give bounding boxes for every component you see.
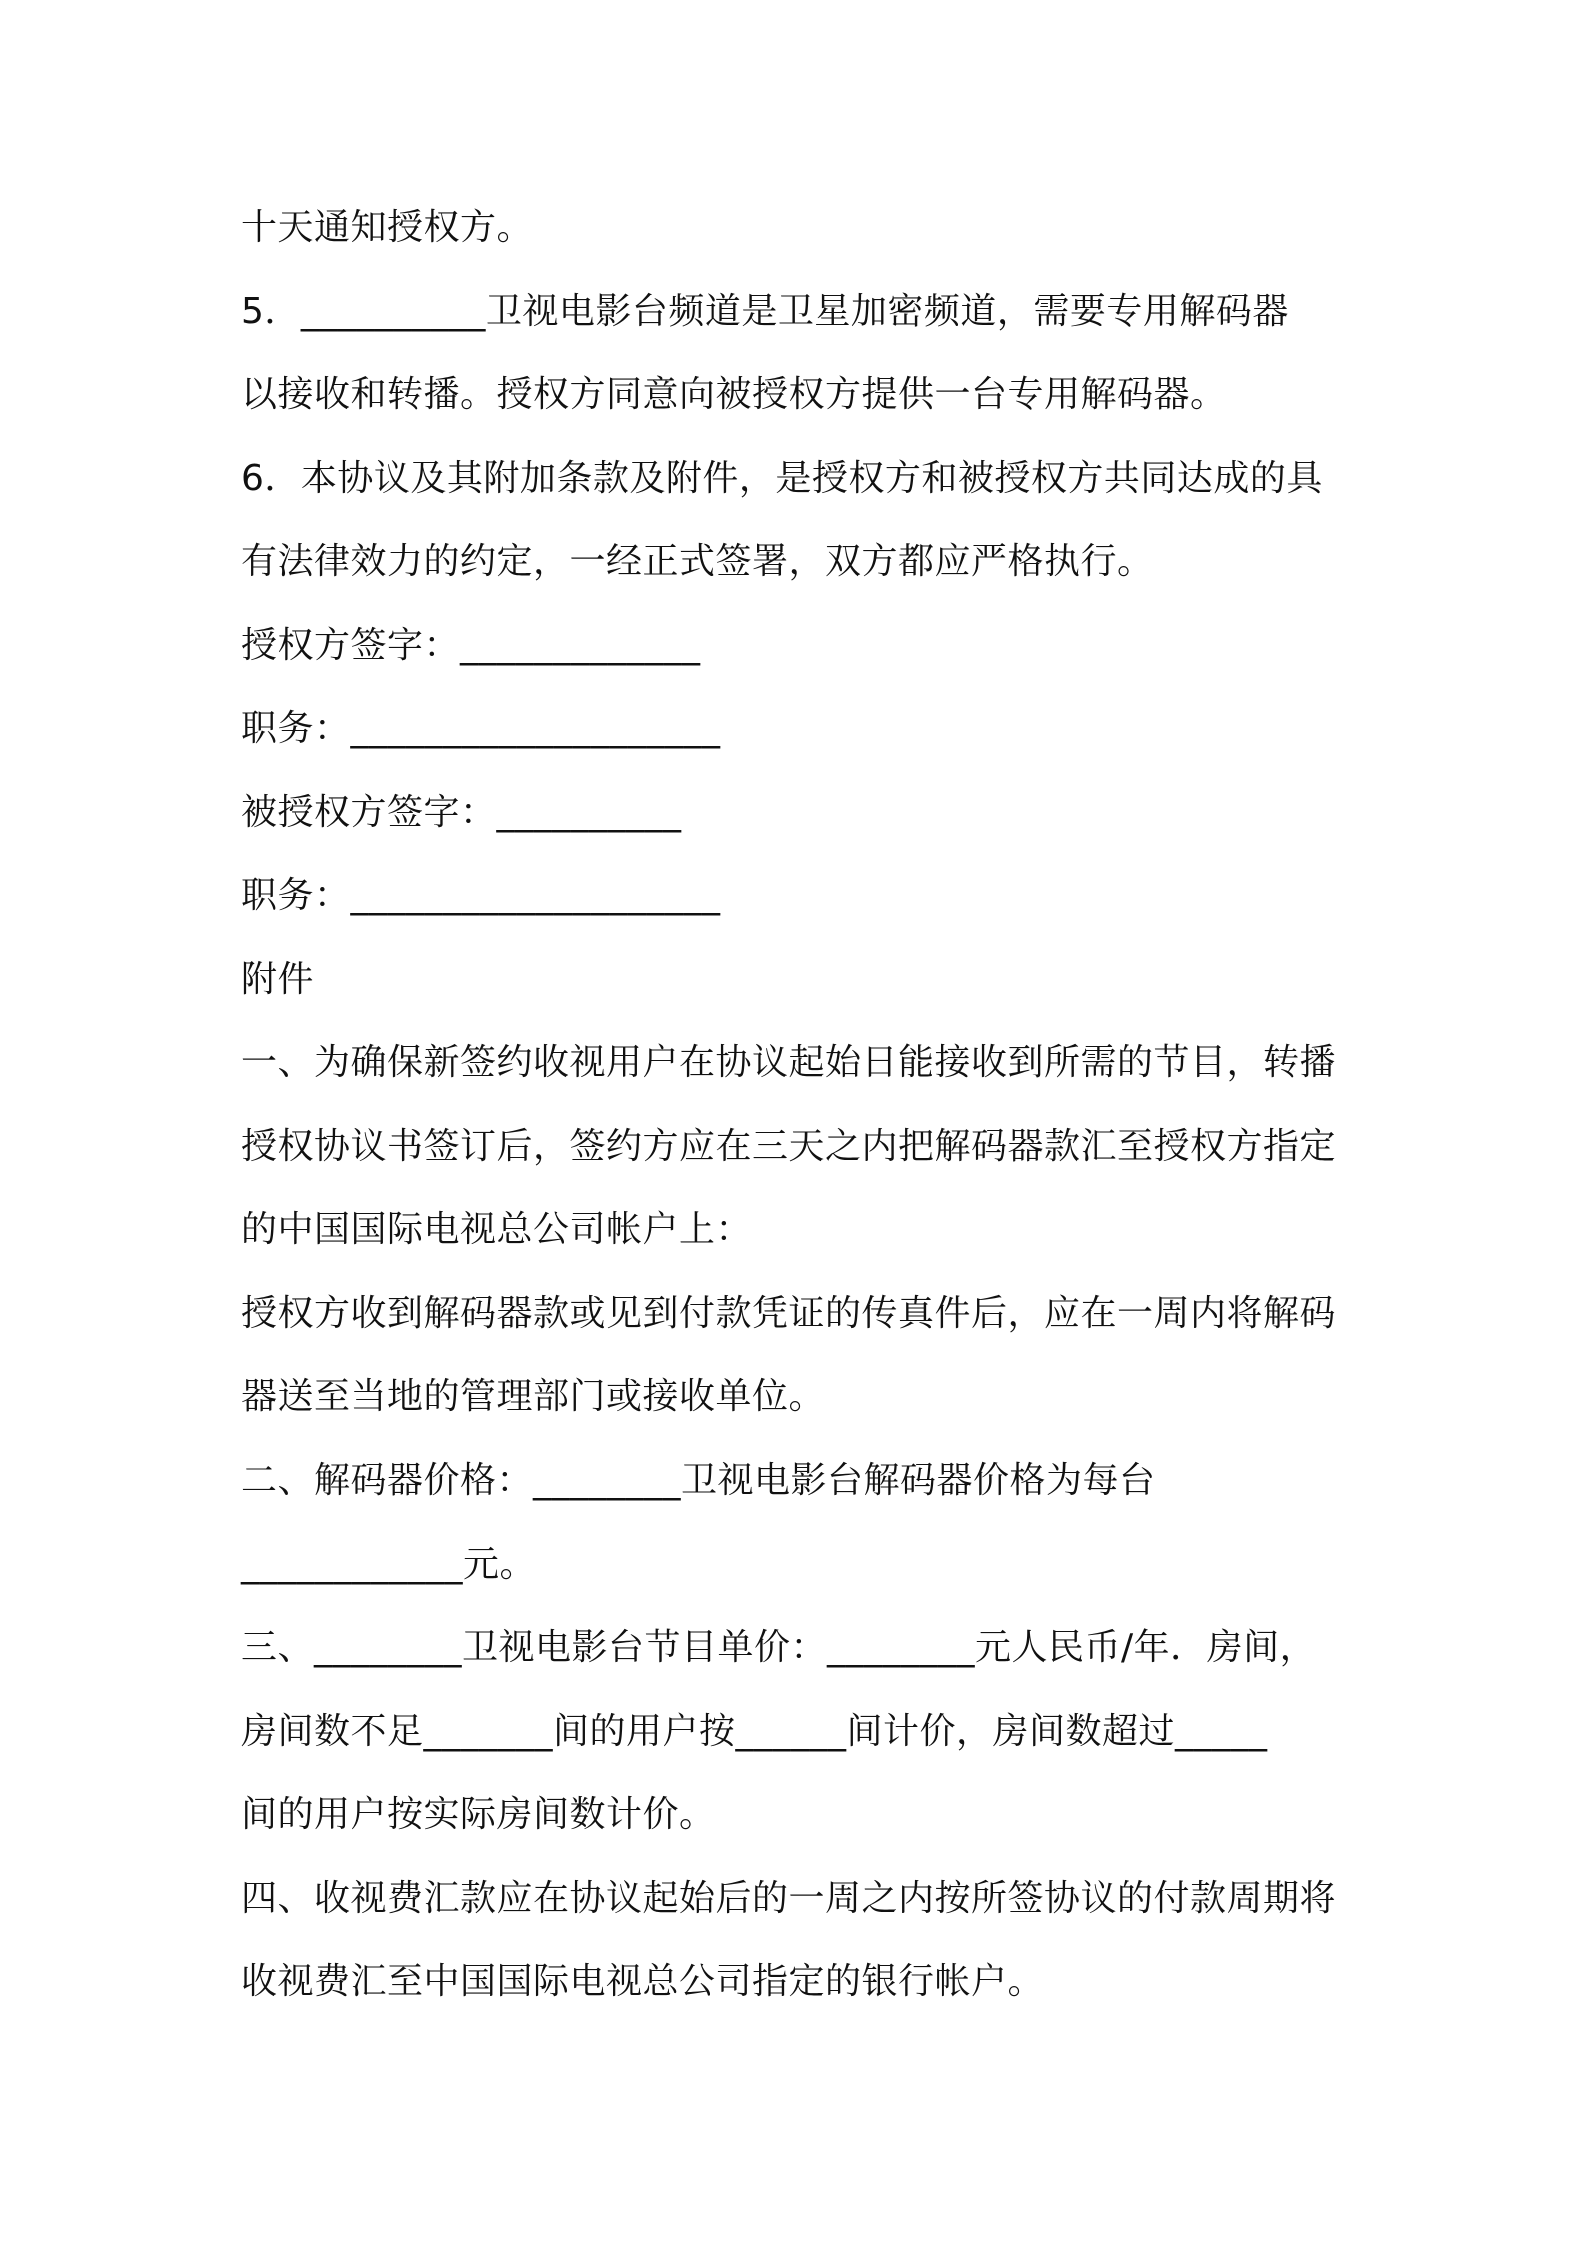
appendix-3-line-1: 三、________卫视电影台节目单价：________元人民币/年．房间， [241, 1627, 1317, 1668]
appendix-3-line-3: 间的用户按实际房间数计价。 [241, 1794, 716, 1835]
paragraph-line: 十天通知授权方。 [241, 207, 534, 248]
appendix-heading: 附件 [241, 959, 315, 1000]
appendix-1-line-4: 授权方收到解码器款或见到付款凭证的传真件后，应在一周内将解码 [241, 1293, 1337, 1334]
licensee-title-line: 职务：____________________ [241, 875, 721, 916]
clause-5-line-2: 以接收和转播。授权方同意向被授权方提供一台专用解码器。 [241, 374, 1227, 415]
clause-5-line-1: 5．__________卫视电影台频道是卫星加密频道，需要专用解码器 [241, 291, 1289, 332]
clause-6-line-2: 有法律效力的约定，一经正式签署，双方都应严格执行。 [241, 541, 1154, 582]
clause-6-line-1: 6．本协议及其附加条款及附件，是授权方和被授权方共同达成的具 [241, 458, 1323, 499]
appendix-4-line-2: 收视费汇至中国国际电视总公司指定的银行帐户。 [241, 1961, 1045, 2002]
appendix-1-line-5: 器送至当地的管理部门或接收单位。 [241, 1376, 826, 1417]
appendix-2-line-2: ____________元。 [241, 1544, 537, 1585]
licensee-signature-line: 被授权方签字：__________ [241, 792, 682, 833]
appendix-4-line-1: 四、收视费汇款应在协议起始后的一周之内按所签协议的付款周期将 [241, 1878, 1337, 1919]
licensor-signature-line: 授权方签字：_____________ [241, 625, 701, 666]
appendix-1-line-2: 授权协议书签订后，签约方应在三天之内把解码器款汇至授权方指定 [241, 1126, 1337, 1167]
appendix-2-line-1: 二、解码器价格：________卫视电影台解码器价格为每台 [241, 1460, 1156, 1501]
appendix-3-line-2: 房间数不足_______间的用户按______间计价，房间数超过_____ [241, 1711, 1268, 1752]
licensor-title-line: 职务：____________________ [241, 708, 721, 749]
appendix-1-line-1: 一、为确保新签约收视用户在协议起始日能接收到所需的节目，转播 [241, 1042, 1337, 1083]
appendix-1-line-3: 的中国国际电视总公司帐户上： [241, 1209, 753, 1250]
